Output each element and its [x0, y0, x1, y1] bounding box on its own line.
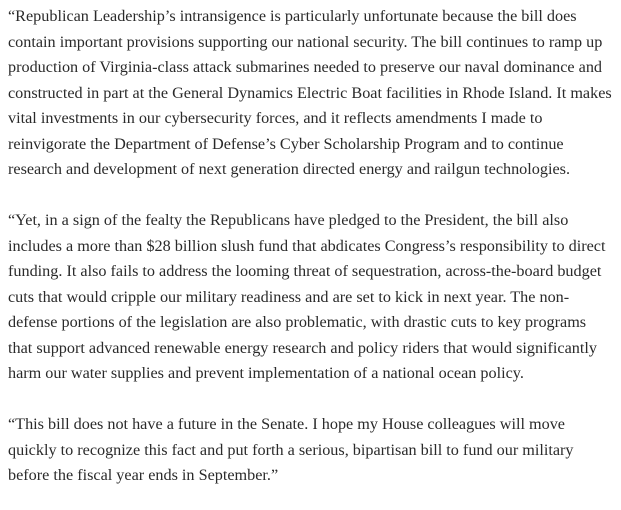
paragraph-2: “Yet, in a sign of the fealty the Republicans have pledged to the President, the bill also includes a more than $28 billion slush fund that abdicates Congress’s responsibility to direct funding. It also fails to address the looming threat of sequestration, across-the-board budget cuts that would cripple our military readiness and are set to kick in next year. The non-defense portions of the legislation are also problematic, with drastic cuts to key programs that support advanced renewable energy research and policy riders that would significantly harm our water supplies and prevent implementation of a national ocean policy.	[8, 211, 606, 382]
paragraph-1: “Republican Leadership’s intransigence is particularly unfortunate because the bill does contain important provisions supporting our national security. The bill continues to ramp up production of Virginia-class attack submarines needed to preserve our naval dominance and constructed in part at the General Dynamics Electric Boat facilities in Rhode Island. It makes vital investments in our cybersecurity forces, and it reflects amendments I made to reinvigorate the Department of Defense’s Cyber Scholarship Program and to continue research and development of next generation directed energy and railgun technologies.	[8, 7, 612, 178]
paragraph-3: “This bill does not have a future in the Senate. I hope my House colleagues will move quickly to recognize this fact and put forth a serious, bipartisan bill to fund our military before the fiscal year ends in September.”	[8, 415, 574, 484]
